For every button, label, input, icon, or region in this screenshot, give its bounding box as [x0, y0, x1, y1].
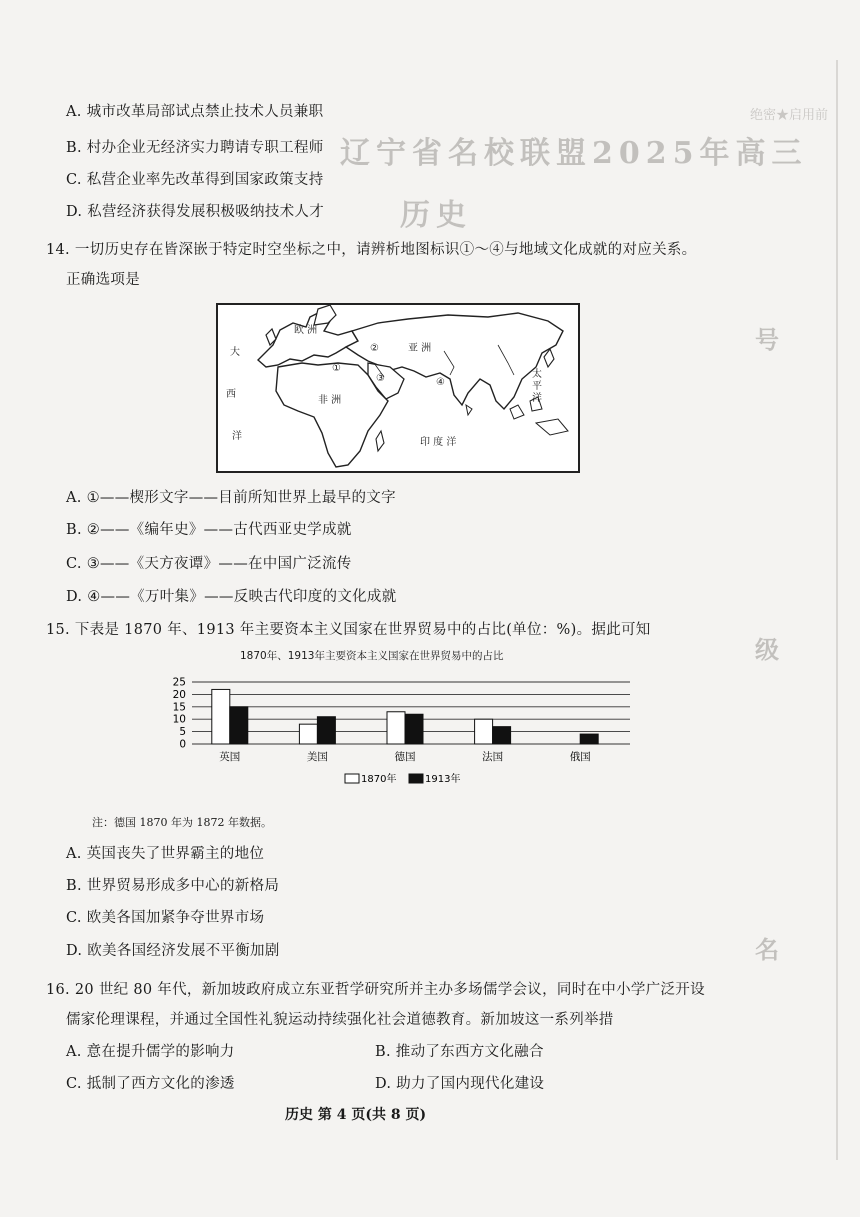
- label-pacific-3: 洋: [532, 393, 542, 404]
- map-graphic: [218, 305, 578, 471]
- legend-swatch: [345, 774, 359, 783]
- label-atlantic-3: 洋: [232, 431, 242, 442]
- bleed-title: 辽宁省名校联盟2025年高三: [340, 136, 808, 171]
- q16-option-d: D. 助力了国内现代化建设: [375, 1076, 545, 1092]
- marker-2: ②: [370, 343, 379, 354]
- legend-label: 1913年: [425, 774, 461, 785]
- marker-1: ①: [332, 363, 341, 374]
- bar-1870: [299, 724, 317, 744]
- trade-share-chart: [170, 648, 670, 808]
- bleed-subject: 历史: [400, 198, 472, 233]
- bleed-secret: 绝密★启用前: [750, 108, 829, 123]
- bar-1870: [387, 712, 405, 744]
- q15-stem: 15. 下表是 1870 年、1913 年主要资本主义国家在世界贸易中的占比(单位：%)。据此可知: [46, 622, 651, 638]
- q15-option-c: C. 欧美各国加紧争夺世界市场: [66, 910, 265, 926]
- world-map: [216, 303, 580, 473]
- label-pacific-1: 太: [532, 369, 542, 380]
- marker-3: ③: [376, 373, 385, 384]
- label-africa: 非 洲: [318, 395, 342, 406]
- q16-stem: 16. 20 世纪 80 年代，新加坡政府成立东亚哲学研究所并主办多场儒学会议，同时在中小学广泛开设: [46, 982, 705, 998]
- q16-option-a: A. 意在提升儒学的影响力: [66, 1044, 235, 1060]
- bleed-side-2: 级: [755, 635, 785, 664]
- chart-svg: [170, 648, 670, 808]
- q15-option-a: A. 英国丧失了世界霸主的地位: [66, 846, 265, 862]
- q14-stem: 14. 一切历史存在皆深嵌于特定时空坐标之中，请辨析地图标识①～④与地域文化成就的对应关系。: [46, 242, 697, 258]
- x-tick-label: 英国: [219, 751, 241, 763]
- bar-1913: [580, 734, 598, 744]
- q15-option-b: B. 世界贸易形成多中心的新格局: [66, 878, 280, 894]
- chart-note: 注：德国 1870 年为 1872 年数据。: [92, 816, 272, 829]
- q14-option-b: B. ②——《编年史》——古代西亚史学成就: [66, 522, 352, 538]
- q13-option-d: D. 私营经济获得发展积极吸纳技术人才: [66, 204, 325, 220]
- label-asia: 亚 洲: [408, 343, 432, 354]
- chart-title: 1870年、1913年主要资本主义国家在世界贸易中的占比: [240, 650, 504, 662]
- page-edge: [836, 60, 838, 1160]
- q13-option-c: C. 私营企业率先改革得到国家政策支持: [66, 172, 324, 188]
- y-tick-label: 25: [172, 676, 186, 689]
- q14-option-d: D. ④——《万叶集》——反映古代印度的文化成就: [66, 589, 397, 605]
- q16-stem-2: 儒家伦理课程，并通过全国性礼貌运动持续强化社会道德教育。新加坡这一系列举措: [66, 1012, 614, 1028]
- x-tick-label: 法国: [482, 751, 504, 763]
- bar-1913: [230, 707, 248, 744]
- page-footer: 历史 第 4 页(共 8 页): [285, 1107, 427, 1123]
- bar-1913: [405, 714, 423, 744]
- x-tick-label: 美国: [306, 751, 328, 763]
- q16-option-b: B. 推动了东西方文化融合: [375, 1044, 544, 1060]
- label-europe: 欧 洲: [294, 325, 318, 336]
- q16-option-c: C. 抵制了西方文化的渗透: [66, 1076, 235, 1092]
- legend-swatch: [409, 774, 423, 783]
- y-tick-label: 5: [179, 726, 186, 739]
- y-tick-label: 0: [179, 738, 186, 751]
- q14-stem-2: 正确选项是: [66, 272, 140, 288]
- q14-option-c: C. ③——《天方夜谭》——在中国广泛流传: [66, 556, 352, 572]
- y-tick-label: 20: [172, 688, 186, 701]
- q14-option-a: A. ①——楔形文字——目前所知世界上最早的文字: [66, 490, 396, 506]
- bar-1913: [493, 727, 511, 744]
- marker-4: ④: [436, 377, 445, 388]
- q13-option-b: B. 村办企业无经济实力聘请专职工程师: [66, 140, 324, 156]
- q15-option-d: D. 欧美各国经济发展不平衡加剧: [66, 943, 280, 959]
- bleed-side-1: 号: [755, 325, 785, 354]
- bar-1870: [475, 719, 493, 744]
- y-tick-label: 10: [172, 713, 186, 726]
- label-atlantic-2: 西: [226, 389, 236, 400]
- q13-option-a: A. 城市改革局部试点禁止技术人员兼职: [66, 104, 324, 120]
- x-tick-label: 德国: [394, 751, 416, 763]
- label-indian-ocean: 印 度 洋: [420, 437, 457, 448]
- y-tick-label: 15: [172, 701, 186, 714]
- legend-label: 1870年: [361, 774, 397, 785]
- label-atlantic-1: 大: [230, 347, 240, 358]
- bar-1870: [212, 689, 230, 744]
- bleed-side-3: 名: [755, 935, 785, 964]
- bar-1913: [317, 717, 335, 744]
- x-tick-label: 俄国: [569, 751, 591, 763]
- label-pacific-2: 平: [532, 381, 542, 392]
